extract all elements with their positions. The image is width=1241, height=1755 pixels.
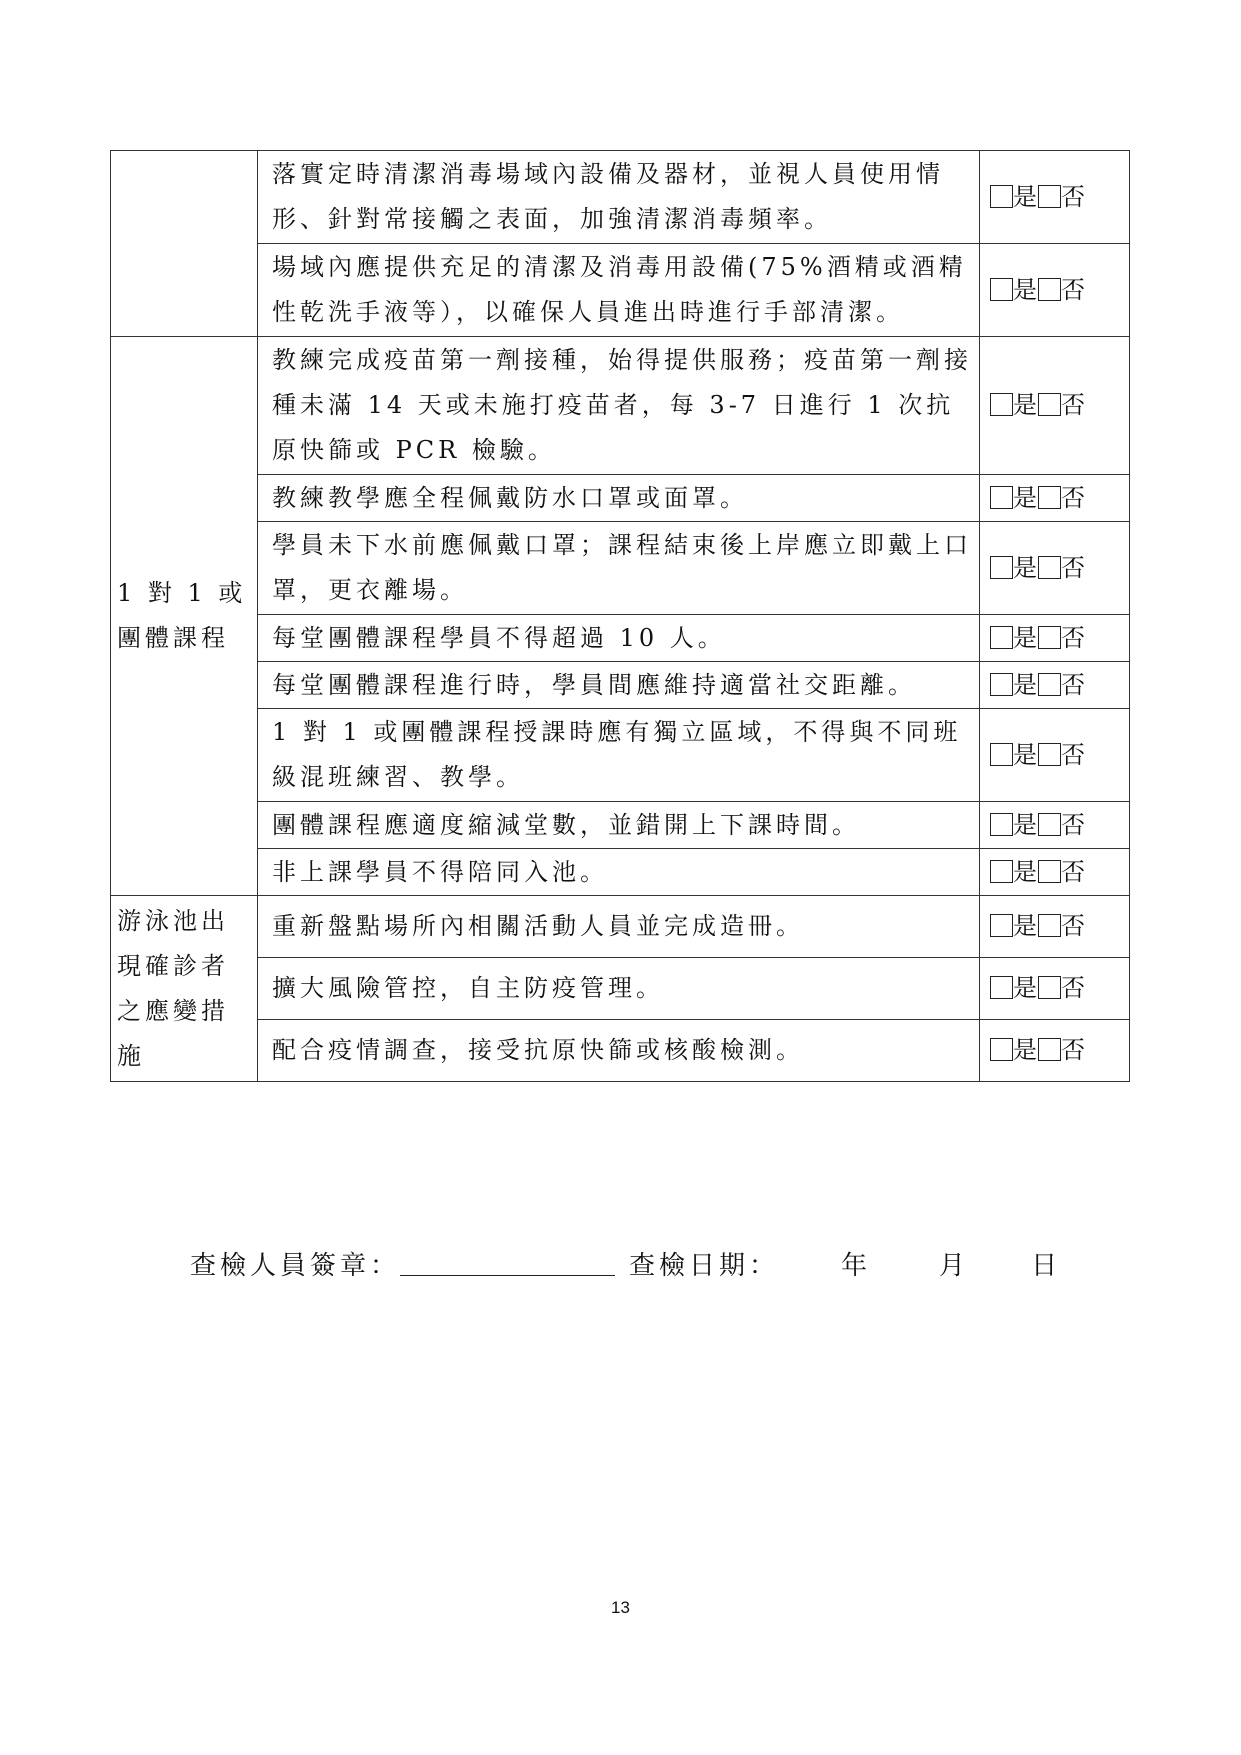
- checklist-item: 非上課學員不得陪同入池。: [258, 849, 980, 896]
- checklist-item: 團體課程應適度縮減堂數，並錯開上下課時間。: [258, 802, 980, 849]
- yes-checkbox[interactable]: [990, 860, 1013, 883]
- category-cell: 游泳池出現確診者之應變措施: [111, 896, 258, 1082]
- checklist-item: 擴大風險管控，自主防疫管理。: [258, 958, 980, 1020]
- yes-checkbox[interactable]: [990, 813, 1013, 836]
- yes-checkbox[interactable]: [990, 1038, 1013, 1061]
- table-row: [111, 151, 1130, 244]
- day-label: 日: [1031, 1251, 1062, 1281]
- no-checkbox[interactable]: [1038, 1038, 1061, 1061]
- table-row: [111, 709, 1130, 802]
- no-checkbox[interactable]: [1038, 278, 1061, 301]
- category-cell: [111, 151, 258, 337]
- no-checkbox[interactable]: [1038, 486, 1061, 509]
- table-row: [111, 802, 1130, 849]
- yes-no-checkbox-group: 是 否: [980, 849, 1130, 896]
- yes-checkbox[interactable]: [990, 743, 1013, 766]
- yes-checkbox[interactable]: [990, 556, 1013, 579]
- checklist-item: 教練教學應全程佩戴防水口罩或面罩。: [258, 475, 980, 522]
- yes-no-checkbox-group: 是 否: [980, 662, 1130, 709]
- inspector-signature-field[interactable]: [400, 1249, 615, 1276]
- table-row: [111, 896, 1130, 958]
- checklist-item: 每堂團體課程進行時，學員間應維持適當社交距離。: [258, 662, 980, 709]
- no-checkbox[interactable]: [1038, 673, 1061, 696]
- yes-no-checkbox-group: 是 否: [980, 709, 1130, 802]
- checklist-item: 1 對 1 或團體課程授課時應有獨立區域，不得與不同班級混班練習、教學。: [258, 709, 980, 802]
- table-row: [111, 337, 1130, 475]
- table-row: [111, 475, 1130, 522]
- month-label: 月: [939, 1251, 970, 1281]
- checklist-item: 重新盤點場所內相關活動人員並完成造冊。: [258, 896, 980, 958]
- yes-checkbox[interactable]: [990, 914, 1013, 937]
- no-checkbox[interactable]: [1038, 860, 1061, 883]
- yes-no-checkbox-group: 是 否: [980, 958, 1130, 1020]
- checklist-item: 場域內應提供充足的清潔及消毒用設備(75%酒精或酒精性乾洗手液等），以確保人員進出時進行手部清潔。: [258, 244, 980, 337]
- signature-line: [190, 1245, 1061, 1282]
- yes-checkbox[interactable]: [990, 673, 1013, 696]
- table-row: [111, 958, 1130, 1020]
- table-row: [111, 522, 1130, 615]
- yes-no-checkbox-group: 是 否: [980, 244, 1130, 337]
- no-checkbox[interactable]: [1038, 914, 1061, 937]
- inspector-signature-label: 查檢人員簽章：: [190, 1251, 401, 1281]
- page-number: 13: [611, 1598, 630, 1617]
- table-row: [111, 244, 1130, 337]
- yes-no-checkbox-group: 是 否: [980, 1020, 1130, 1082]
- table-row: [111, 849, 1130, 896]
- yes-no-checkbox-group: 是 否: [980, 151, 1130, 244]
- no-checkbox[interactable]: [1038, 626, 1061, 649]
- table-row: [111, 662, 1130, 709]
- yes-no-checkbox-group: 是 否: [980, 802, 1130, 849]
- yes-no-checkbox-group: 是 否: [980, 337, 1130, 475]
- yes-checkbox[interactable]: [990, 393, 1013, 416]
- no-checkbox[interactable]: [1038, 743, 1061, 766]
- no-checkbox[interactable]: [1038, 393, 1061, 416]
- yes-no-checkbox-group: 是 否: [980, 475, 1130, 522]
- yes-no-checkbox-group: 是 否: [980, 522, 1130, 615]
- yes-checkbox[interactable]: [990, 626, 1013, 649]
- yes-checkbox[interactable]: [990, 185, 1013, 208]
- checklist-item: 落實定時清潔消毒場域內設備及器材，並視人員使用情形、針對常接觸之表面，加強清潔消毒頻率。: [258, 151, 980, 244]
- checklist-table: [110, 150, 1130, 1082]
- no-checkbox[interactable]: [1038, 813, 1061, 836]
- yes-checkbox[interactable]: [990, 278, 1013, 301]
- checklist-item: 每堂團體課程學員不得超過 10 人。: [258, 615, 980, 662]
- no-checkbox[interactable]: [1038, 976, 1061, 999]
- checklist-item: 學員未下水前應佩戴口罩；課程結束後上岸應立即戴上口罩，更衣離場。: [258, 522, 980, 615]
- yes-checkbox[interactable]: [990, 486, 1013, 509]
- yes-no-checkbox-group: 是 否: [980, 615, 1130, 662]
- inspection-date-label: 查檢日期：: [629, 1251, 780, 1281]
- yes-no-checkbox-group: 是 否: [980, 896, 1130, 958]
- no-checkbox[interactable]: [1038, 556, 1061, 579]
- yes-checkbox[interactable]: [990, 976, 1013, 999]
- table-row: [111, 615, 1130, 662]
- checklist-item: 配合疫情調查，接受抗原快篩或核酸檢測。: [258, 1020, 980, 1082]
- category-cell: 1 對 1 或團體課程: [111, 337, 258, 896]
- checklist-item: 教練完成疫苗第一劑接種，始得提供服務；疫苗第一劑接種未滿 14 天或未施打疫苗者，每 3-7 日進行 1 次抗原快篩或 PCR 檢驗。: [258, 337, 980, 475]
- no-checkbox[interactable]: [1038, 185, 1061, 208]
- year-label: 年: [841, 1251, 872, 1281]
- table-row: [111, 1020, 1130, 1082]
